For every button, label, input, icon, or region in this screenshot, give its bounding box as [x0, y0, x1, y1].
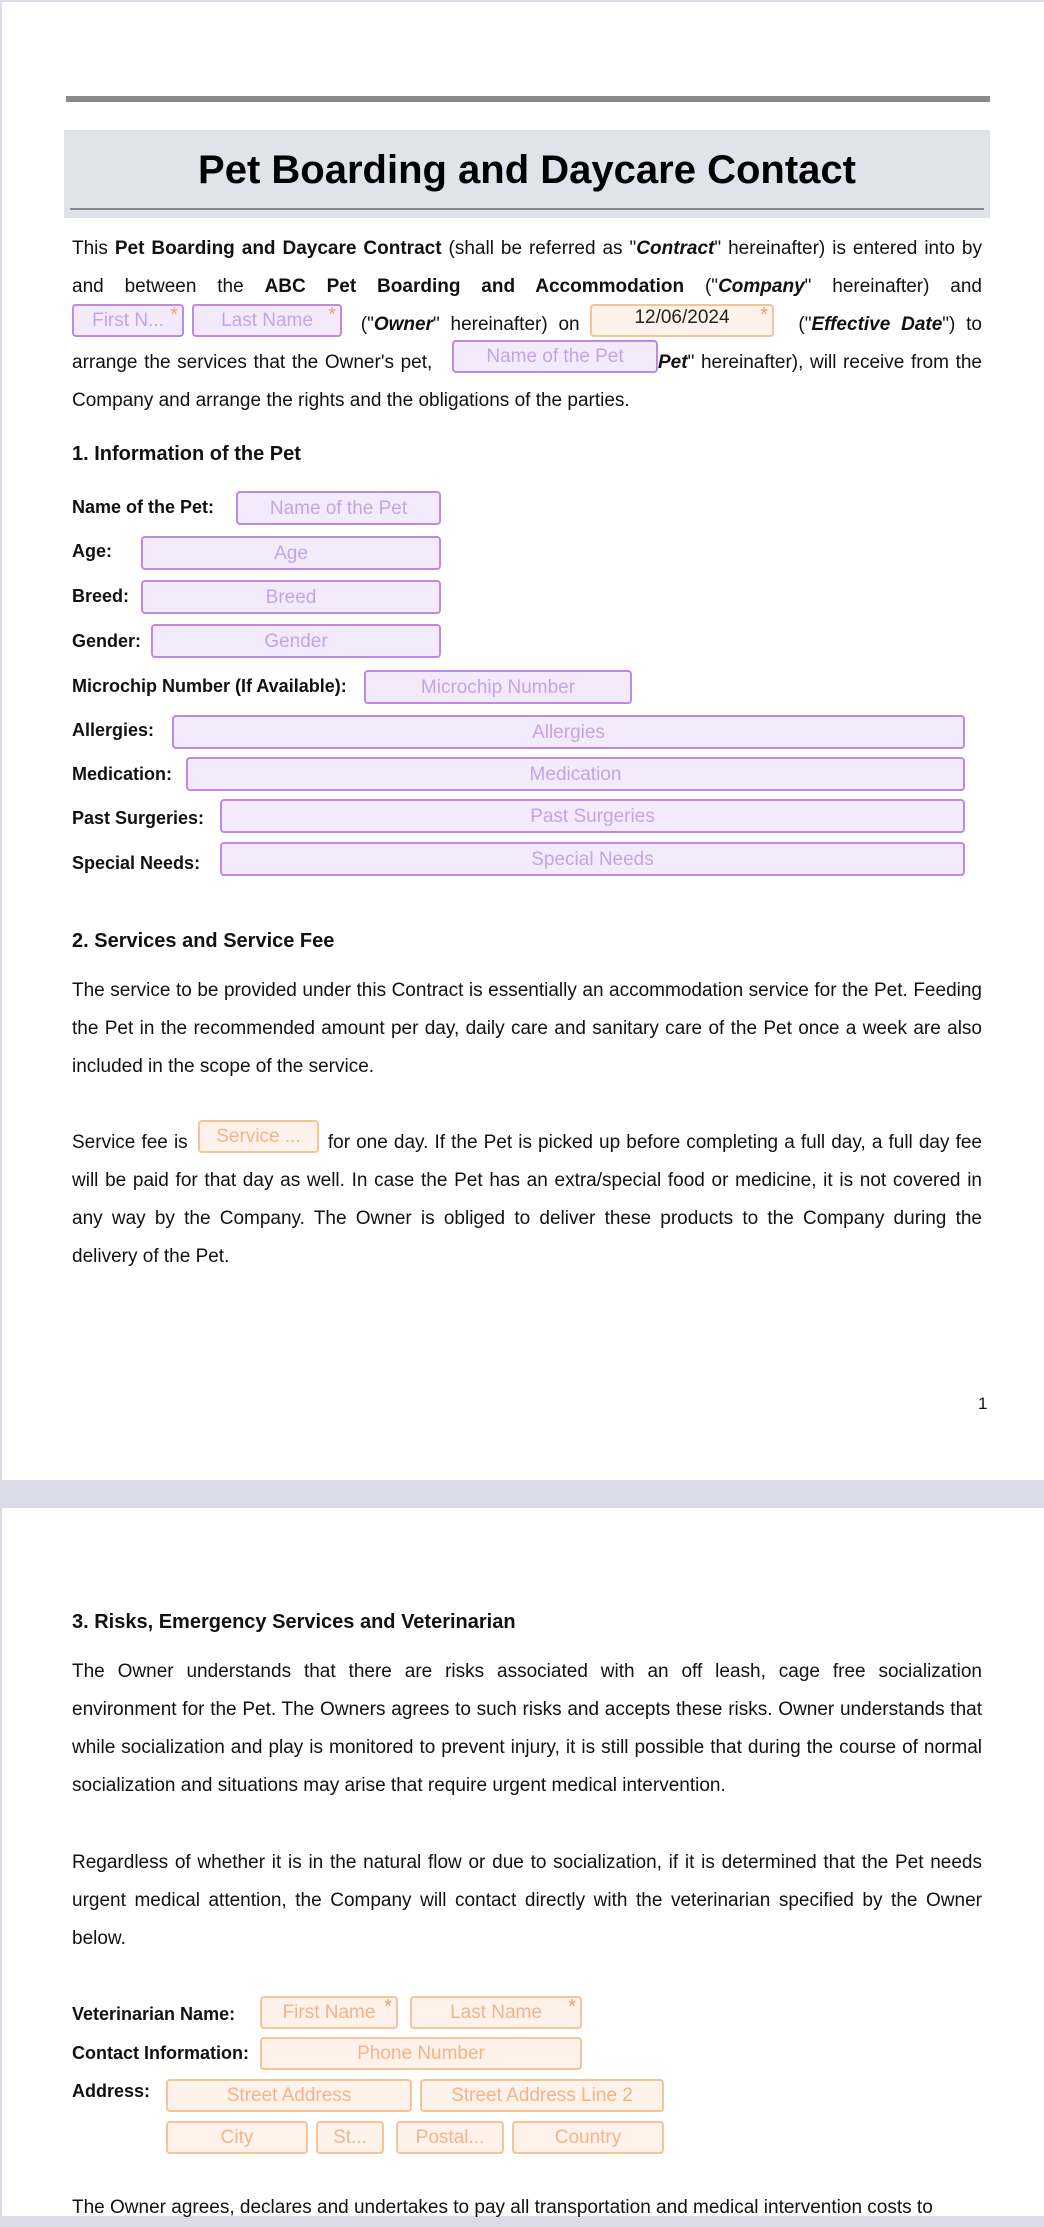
- required-asterisk-icon: *: [568, 1996, 576, 2018]
- intro-text: " hereinafter) is entered into by and between the: [72, 238, 982, 297]
- vet-street2-input[interactable]: [420, 2079, 664, 2112]
- age-input[interactable]: [141, 536, 441, 570]
- placeholder-text: Last Name: [450, 2002, 542, 2023]
- microchip-label: Microchip Number (If Available):: [72, 676, 347, 696]
- placeholder-text: Last Name: [221, 310, 313, 331]
- required-asterisk-icon: *: [384, 1996, 392, 2018]
- document-page-2: [2, 1508, 1044, 2216]
- document-page-1: [2, 2, 1044, 1480]
- required-asterisk-icon: *: [760, 304, 768, 326]
- contact-info-label: Contact Information:: [72, 2043, 249, 2063]
- placeholder-text: Medication: [529, 763, 622, 785]
- vet-phone-input[interactable]: [260, 2037, 582, 2070]
- past-surgeries-input[interactable]: [220, 799, 965, 833]
- pet-name-inline-input[interactable]: [452, 340, 658, 373]
- placeholder-text: Allergies: [532, 721, 605, 743]
- gender-label: Gender:: [72, 631, 142, 651]
- placeholder-text: Gender: [264, 630, 328, 652]
- intro-text: (": [787, 314, 812, 335]
- pet-name-label: Name of the Pet:: [72, 497, 215, 517]
- services-paragraph: The service to be provided under this Contract is essentially an accommodation service for the Pet. Feeding the Pet in the recommended amount per day, daily care and sanitary care of the Pet once a week are also included in the scope of the service.: [72, 980, 982, 1077]
- date-value: 12/06/2024: [634, 307, 730, 328]
- fee-text: Service fee is: [72, 1132, 194, 1153]
- intro-text: " hereinafter), will receive from the Company and arrange the rights and the obligations of the parties.: [72, 352, 982, 411]
- vet-contact-paragraph: Regardless of whether it is in the natural flow or due to socialization, if it is determined that the Pet needs urgent medical attention, the Company will contact directly with the veterinarian specified by the Owner below.: [72, 1852, 982, 1949]
- microchip-input[interactable]: [364, 670, 632, 704]
- effective-date-input[interactable]: [590, 304, 774, 337]
- intro-text: " hereinafter) and: [804, 276, 982, 297]
- effective-date-term: Effective Date: [811, 314, 943, 335]
- section-1-heading: 1. Information of the Pet: [72, 443, 301, 465]
- vet-last-name-input[interactable]: [410, 1996, 582, 2029]
- owner-term: Owner: [373, 314, 433, 335]
- vet-name-label: Veterinarian Name:: [72, 2004, 236, 2024]
- vet-country-input[interactable]: [512, 2121, 664, 2154]
- breed-label: Breed:: [72, 586, 130, 606]
- intro-text: (shall be referred as ": [441, 238, 637, 259]
- past-surgeries-label: Past Surgeries:: [72, 808, 205, 828]
- age-label: Age:: [72, 541, 112, 561]
- intro-text: (": [350, 314, 374, 335]
- owner-last-name-input[interactable]: [192, 304, 342, 337]
- special-needs-label: Special Needs:: [72, 853, 201, 873]
- vet-city-input[interactable]: [166, 2121, 308, 2154]
- pet-term: Pet: [658, 352, 688, 373]
- required-asterisk-icon: *: [170, 304, 178, 326]
- placeholder-text: Microchip Number: [420, 676, 576, 698]
- company-name: ABC Pet Boarding and Accommodation: [264, 276, 685, 297]
- allergies-input[interactable]: [172, 715, 965, 749]
- placeholder-text: City: [220, 2127, 254, 2148]
- placeholder-text: Name of the Pet: [486, 346, 624, 367]
- placeholder-text: Name of the Pet: [269, 497, 408, 519]
- allergies-label: Allergies:: [72, 720, 155, 740]
- vet-state-input[interactable]: [316, 2121, 384, 2154]
- vet-postal-input[interactable]: [396, 2121, 504, 2154]
- page-number: 1: [978, 1394, 988, 1413]
- intro-text: ") to arrange the services that the Owner's pet,: [72, 314, 982, 373]
- title-box: [64, 130, 990, 218]
- placeholder-text: Street Address Line 2: [451, 2085, 633, 2106]
- placeholder-text: First Name: [282, 2002, 376, 2023]
- placeholder-text: Special Needs: [531, 848, 654, 870]
- intro-text: " hereinafter) on: [432, 314, 580, 335]
- placeholder-text: Country: [554, 2127, 622, 2148]
- risks-paragraph: The Owner understands that there are risks associated with an off leash, cage free socialization environment for the Pet. The Owners agrees to such risks and accepts these risks. Owner understands that while socialization and play is monitored to prevent injury, it is still possible that during the course of normal socialization and situations may arise that require urgent medical intervention.: [72, 1661, 982, 1796]
- service-fee-input[interactable]: [198, 1120, 319, 1153]
- owner-first-name-input[interactable]: [72, 304, 184, 337]
- required-asterisk-icon: *: [328, 304, 336, 326]
- medication-input[interactable]: [186, 757, 965, 791]
- medication-label: Medication:: [72, 764, 173, 784]
- placeholder-text: Service ...: [216, 1126, 301, 1147]
- section-2-heading: 2. Services and Service Fee: [72, 930, 335, 952]
- placeholder-text: Age: [274, 542, 308, 564]
- placeholder-text: Phone Number: [357, 2043, 485, 2064]
- contract-name: Pet Boarding and Daycare Contract: [114, 238, 442, 259]
- breed-input[interactable]: [141, 580, 441, 614]
- section-3-heading: 3. Risks, Emergency Services and Veterinarian: [72, 1611, 516, 1633]
- vet-street-input[interactable]: [166, 2079, 412, 2112]
- contract-term: Contract: [636, 238, 715, 259]
- title-underline: [70, 208, 984, 210]
- gender-input[interactable]: [151, 624, 441, 658]
- placeholder-text: Street Address: [226, 2085, 352, 2106]
- placeholder-text: Postal...: [415, 2127, 485, 2148]
- placeholder-text: Breed: [265, 586, 317, 608]
- company-term: Company: [718, 276, 805, 297]
- address-label: Address:: [72, 2081, 151, 2101]
- placeholder-text: Past Surgeries: [530, 805, 655, 827]
- document-title: Pet Boarding and Daycare Contact: [198, 148, 856, 192]
- special-needs-input[interactable]: [220, 842, 965, 876]
- placeholder-text: St...: [333, 2127, 367, 2148]
- pet-name-input[interactable]: [236, 491, 441, 525]
- intro-text: (": [684, 276, 719, 297]
- costs-paragraph: The Owner agrees, declares and undertakes to pay all transportation and medical intervention costs to: [72, 2197, 933, 2218]
- intro-text: This: [72, 238, 115, 259]
- fee-text: for one day. If the Pet is picked up before completing a full day, a full day fee will be paid for that day as well. In case the Pet has an extra/special food or medicine, it is not covered in any way by the Company. The Owner is obliged to deliver these products to the Company during the delivery of the Pet.: [72, 1132, 982, 1267]
- top-divider: [66, 96, 990, 102]
- vet-first-name-input[interactable]: [260, 1996, 398, 2029]
- placeholder-text: First N...: [92, 310, 164, 331]
